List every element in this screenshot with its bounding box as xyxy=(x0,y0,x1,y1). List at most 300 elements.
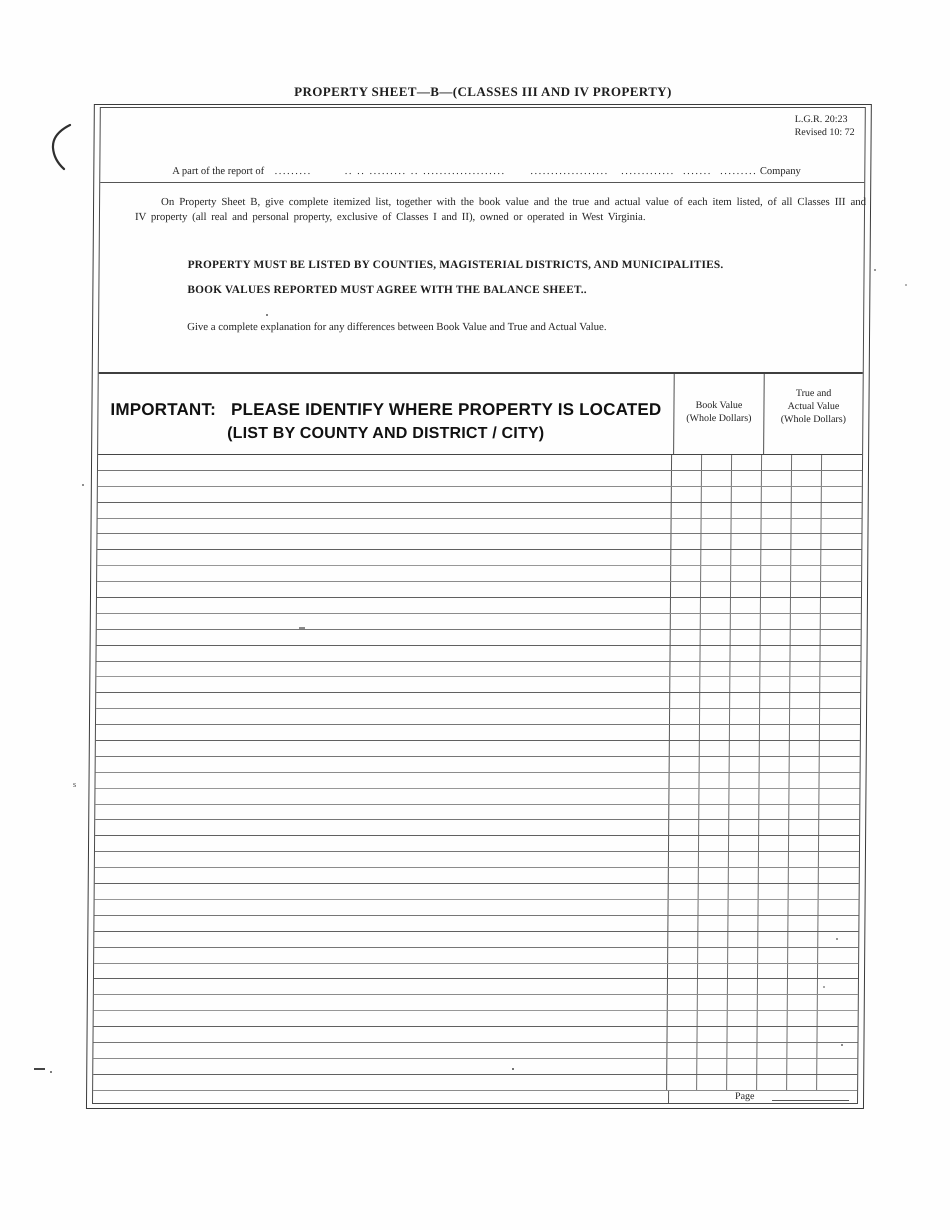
book-value-subcell xyxy=(671,582,701,597)
true-actual-subcell xyxy=(790,741,820,756)
footer-page-cell xyxy=(669,1091,857,1103)
book-value-subcell xyxy=(700,709,730,724)
form-head-strip xyxy=(100,108,865,183)
table-row xyxy=(97,614,861,630)
book-value-subcell xyxy=(729,820,759,835)
book-value-subcell xyxy=(728,1011,758,1026)
true-actual-subcell xyxy=(788,964,818,979)
table-row xyxy=(95,836,859,852)
true-actual-subcell xyxy=(791,598,821,613)
true-actual-subcell xyxy=(788,948,818,963)
book-value-subcell xyxy=(669,884,699,899)
true-actual-subcell xyxy=(760,789,790,804)
table-row xyxy=(97,598,861,614)
table-row xyxy=(98,503,862,519)
book-value-subcell xyxy=(670,789,700,804)
table-row xyxy=(93,1027,857,1043)
report-of-prefix: A part of the report of xyxy=(172,166,265,177)
true-actual-subcell xyxy=(762,471,792,486)
row-location-cell xyxy=(97,566,672,581)
true-actual-subcell xyxy=(792,534,822,549)
report-of-line xyxy=(172,166,801,177)
row-location-cell xyxy=(94,900,669,915)
book-value-subcell xyxy=(728,1027,758,1042)
book-value-subcell xyxy=(731,598,761,613)
true-actual-subcell xyxy=(822,503,862,518)
book-value-subcell xyxy=(728,979,758,994)
row-location-cell xyxy=(94,948,669,963)
location-column-header xyxy=(98,374,675,454)
book-value-subcell xyxy=(668,1059,698,1074)
true-actual-subcell xyxy=(820,693,860,708)
book-value-subcell xyxy=(668,964,698,979)
true-actual-subcell xyxy=(759,805,789,820)
true-actual-subcell xyxy=(788,932,818,947)
row-location-cell xyxy=(93,1043,668,1058)
table-row xyxy=(93,1059,857,1075)
book-value-subcell xyxy=(670,741,700,756)
table-header-row xyxy=(98,374,863,455)
book-value-subcell xyxy=(671,662,701,677)
book-value-subcell xyxy=(701,582,731,597)
true-actual-subcell xyxy=(821,646,861,661)
true-actual-subcell xyxy=(822,519,862,534)
true-actual-subcell xyxy=(791,614,821,629)
true-actual-subcell xyxy=(820,662,860,677)
book-value-subcell xyxy=(728,1059,758,1074)
book-value-subcell xyxy=(672,519,702,534)
true-actual-subcell xyxy=(761,582,791,597)
true-actual-subcell xyxy=(820,757,860,772)
book-value-subcell xyxy=(671,677,701,692)
book-value-subcell xyxy=(672,503,702,518)
book-value-subcell xyxy=(668,1011,698,1026)
book-value-subcell xyxy=(671,693,701,708)
true-actual-subcell xyxy=(759,820,789,835)
book-value-subcell xyxy=(730,789,760,804)
true-actual-subcell xyxy=(761,630,791,645)
book-value-subcell xyxy=(729,884,759,899)
book-value-subcell xyxy=(729,852,759,867)
table-row xyxy=(96,741,860,757)
true-actual-subcell xyxy=(791,646,821,661)
book-value-subcell xyxy=(730,805,760,820)
true-actual-subcell xyxy=(761,662,791,677)
true-actual-subcell xyxy=(819,789,859,804)
important-label: IMPORTANT: xyxy=(110,399,217,419)
book-value-subcell xyxy=(731,582,761,597)
book-value-subcell xyxy=(671,598,701,613)
book-value-subcell xyxy=(699,852,729,867)
true-actual-subcell xyxy=(820,677,860,692)
book-value-subcell xyxy=(702,503,732,518)
location-header-line1: IMPORTANT: PLEASE IDENTIFY WHERE PROPERTY IS LOCATED xyxy=(110,399,662,419)
row-location-cell xyxy=(94,964,669,979)
true-actual-subcell xyxy=(758,1043,788,1058)
row-location-cell xyxy=(95,789,670,804)
row-location-cell xyxy=(97,534,672,549)
book-value-subcell xyxy=(668,979,698,994)
book-value-subcell xyxy=(732,455,762,470)
table-row xyxy=(97,566,861,582)
row-location-cell xyxy=(98,487,673,502)
true-actual-subcell xyxy=(792,519,822,534)
true-actual-subcell xyxy=(818,979,858,994)
book-value-subcell xyxy=(730,725,760,740)
book-value-subcell xyxy=(732,471,762,486)
true-actual-subcell xyxy=(821,534,861,549)
book-value-subcell xyxy=(670,773,700,788)
true-actual-subcell xyxy=(789,820,819,835)
book-value-subcell xyxy=(732,519,762,534)
row-location-cell xyxy=(95,773,670,788)
row-location-cell xyxy=(95,868,670,883)
form-reference-number: L.G.R. 20:23 xyxy=(794,114,848,125)
true-actual-subcell xyxy=(787,1059,817,1074)
true-actual-subcell xyxy=(791,662,821,677)
page-title: PROPERTY SHEET—B—(CLASSES III AND IV PROPERTY) xyxy=(294,84,672,99)
table-row xyxy=(95,773,859,789)
true-actual-subcell xyxy=(820,773,860,788)
page-number-blank xyxy=(772,1100,849,1101)
true-actual-subcell xyxy=(790,773,820,788)
book-value-subcell xyxy=(729,900,759,915)
scan-speck xyxy=(82,484,84,486)
row-location-cell xyxy=(95,836,670,851)
row-location-cell xyxy=(98,471,673,486)
true-actual-subcell xyxy=(821,630,861,645)
instructions-paragraph: On Property Sheet B, give complete itemized list, together with the book value and the true and actual value of each item listed, of all Classes III and IV property (all real and personal property, exclusive of Classes I and II), owned or operated in West Virginia. xyxy=(134,196,867,223)
book-value-subcell xyxy=(701,614,731,629)
true-actual-subcell xyxy=(758,1011,788,1026)
book-value-subcell xyxy=(731,566,761,581)
book-value-subcell xyxy=(698,995,728,1010)
true-actual-subcell xyxy=(817,1059,857,1074)
book-value-subcell xyxy=(669,948,699,963)
table-row xyxy=(94,995,858,1011)
true-actual-subcell xyxy=(819,868,859,883)
book-value-subcell xyxy=(731,630,761,645)
true-actual-subcell xyxy=(822,487,862,502)
instructions-section xyxy=(99,183,865,374)
true-actual-subcell xyxy=(761,646,791,661)
row-location-cell xyxy=(94,979,669,994)
table-row xyxy=(97,582,861,598)
book-value-subcell xyxy=(702,550,732,565)
true-actual-subcell xyxy=(791,566,821,581)
book-value-subcell xyxy=(731,662,761,677)
true-actual-subcell xyxy=(789,805,819,820)
true-actual-subcell xyxy=(818,916,858,931)
table-row xyxy=(96,646,860,662)
true-actual-subcell xyxy=(762,503,792,518)
report-of-blank-line: ......... .. .. ......... .. .................... ................... ............. ....... ......... xyxy=(274,166,758,177)
book-value-subcell xyxy=(672,487,702,502)
book-value-subcell xyxy=(702,519,732,534)
true-actual-subcell xyxy=(789,836,819,851)
true-actual-subcell xyxy=(759,836,789,851)
true-actual-subcell xyxy=(818,932,858,947)
row-location-cell xyxy=(93,1059,668,1074)
instruction-note-differences: Give a complete explanation for any differences between Book Value and True and Actual Value. xyxy=(187,321,607,333)
row-location-cell xyxy=(98,503,673,518)
row-location-cell xyxy=(96,677,671,692)
scan-speck: s xyxy=(73,780,77,789)
true-actual-subcell xyxy=(758,995,788,1010)
table-row xyxy=(94,979,858,995)
table-row xyxy=(96,693,860,709)
true-actual-subcell xyxy=(790,693,820,708)
row-location-cell xyxy=(97,614,672,629)
book-value-subcell xyxy=(699,836,729,851)
book-value-subcell xyxy=(668,1075,698,1090)
table-row xyxy=(95,820,859,836)
table-row xyxy=(95,805,859,821)
book-value-subcell xyxy=(670,709,700,724)
book-value-subcell xyxy=(732,534,762,549)
row-location-cell xyxy=(97,630,672,645)
book-value-subcell xyxy=(698,979,728,994)
true-actual-subcell xyxy=(762,455,792,470)
true-actual-subcell xyxy=(821,598,861,613)
table-row xyxy=(94,1011,858,1027)
true-actual-subcell xyxy=(790,757,820,772)
true-actual-subcell xyxy=(788,1027,818,1042)
book-value-subcell xyxy=(669,868,699,883)
true-actual-subcell xyxy=(818,995,858,1010)
row-location-cell xyxy=(94,1011,669,1026)
true-actual-subcell xyxy=(819,836,859,851)
book-value-subcell xyxy=(700,805,730,820)
true-actual-subcell xyxy=(757,1059,787,1074)
book-value-subcell xyxy=(728,995,758,1010)
true-actual-subcell xyxy=(819,852,859,867)
true-actual-subcell xyxy=(790,677,820,692)
row-location-cell xyxy=(94,932,669,947)
book-value-subcell xyxy=(699,884,729,899)
book-value-subcell xyxy=(698,1059,728,1074)
book-value-subcell xyxy=(671,646,701,661)
instruction-rule-book-values: BOOK VALUES REPORTED MUST AGREE WITH THE BALANCE SHEET.. xyxy=(187,284,587,296)
book-value-subcell xyxy=(668,1027,698,1042)
table-row xyxy=(94,932,858,948)
book-value-subcell xyxy=(669,836,699,851)
row-location-cell xyxy=(93,1027,668,1042)
row-location-cell xyxy=(96,662,671,677)
true-actual-subcell xyxy=(790,789,820,804)
true-actual-subcell xyxy=(757,1075,787,1090)
book-value-subcell xyxy=(729,932,759,947)
true-actual-subcell xyxy=(792,455,822,470)
book-value-subcell xyxy=(701,630,731,645)
form-reference xyxy=(795,114,855,139)
book-value-subcell xyxy=(729,916,759,931)
true-actual-subcell xyxy=(760,677,790,692)
true-actual-subcell xyxy=(758,979,788,994)
table-row xyxy=(96,725,860,741)
true-actual-subcell xyxy=(758,932,788,947)
book-value-subcell xyxy=(671,614,701,629)
book-value-subcell xyxy=(672,550,702,565)
true-actual-subcell xyxy=(761,614,791,629)
true-actual-subcell xyxy=(760,725,790,740)
table-body xyxy=(93,455,862,1091)
form-outer-border xyxy=(86,104,872,1109)
book-value-subcell xyxy=(670,757,700,772)
scan-speck xyxy=(874,269,876,271)
book-value-subcell xyxy=(730,741,760,756)
footer-left-cell xyxy=(93,1091,669,1103)
true-actual-subcell xyxy=(791,582,821,597)
book-value-subcell xyxy=(669,900,699,915)
true-actual-subcell xyxy=(818,1027,858,1042)
true-actual-subcell xyxy=(789,868,819,883)
book-value-subcell xyxy=(671,630,701,645)
true-actual-subcell xyxy=(818,948,858,963)
table-row xyxy=(97,630,861,646)
book-value-subcell xyxy=(698,1043,728,1058)
true-actual-subcell xyxy=(762,519,792,534)
book-value-subcell xyxy=(732,503,762,518)
true-actual-subcell xyxy=(761,550,791,565)
book-value-subcell xyxy=(731,614,761,629)
true-actual-subcell xyxy=(761,598,791,613)
true-actual-subcell xyxy=(790,709,820,724)
table-row xyxy=(98,455,862,471)
book-value-subcell xyxy=(728,964,758,979)
book-value-subcell xyxy=(672,455,702,470)
book-value-subcell xyxy=(699,948,729,963)
true-actual-subcell xyxy=(820,709,860,724)
table-row xyxy=(98,487,862,503)
property-sheet-form xyxy=(86,85,872,1109)
true-actual-subcell xyxy=(819,820,859,835)
book-value-subcell xyxy=(702,455,732,470)
table-row xyxy=(95,789,859,805)
table-row xyxy=(93,1075,857,1091)
book-value-subcell xyxy=(729,836,759,851)
true-actual-subcell xyxy=(822,471,862,486)
row-location-cell xyxy=(95,852,670,867)
book-value-subcell xyxy=(672,534,702,549)
true-actual-subcell xyxy=(760,693,790,708)
row-location-cell xyxy=(96,693,671,708)
true-actual-subcell xyxy=(761,566,791,581)
book-value-subcell xyxy=(729,868,759,883)
true-actual-subcell xyxy=(818,964,858,979)
true-actual-subcell xyxy=(821,550,861,565)
true-actual-subcell xyxy=(791,630,821,645)
true-actual-subcell xyxy=(789,884,819,899)
true-actual-subcell xyxy=(788,979,818,994)
book-value-subcell xyxy=(672,471,702,486)
book-value-subcell xyxy=(702,471,732,486)
table-row xyxy=(97,550,861,566)
row-location-cell xyxy=(96,741,671,756)
book-value-subcell xyxy=(701,693,731,708)
book-value-subcell xyxy=(669,916,699,931)
book-value-subcell xyxy=(727,1075,757,1090)
book-value-subcell xyxy=(698,1011,728,1026)
book-value-subcell xyxy=(699,932,729,947)
true-actual-subcell xyxy=(759,900,789,915)
true-actual-subcell xyxy=(792,503,822,518)
row-location-cell xyxy=(94,995,669,1010)
table-row xyxy=(96,662,860,678)
true-actual-subcell xyxy=(788,1011,818,1026)
book-value-subcell xyxy=(731,646,761,661)
form-inner-border xyxy=(92,107,866,1104)
book-value-subcell xyxy=(698,1075,728,1090)
location-header-line2: (LIST BY COUNTY AND DISTRICT / CITY) xyxy=(227,424,545,442)
book-value-subcell xyxy=(702,487,732,502)
book-value-subcell xyxy=(699,868,729,883)
true-actual-subcell xyxy=(758,1027,788,1042)
true-actual-subcell xyxy=(760,741,790,756)
true-actual-subcell xyxy=(822,455,862,470)
table-row xyxy=(96,677,860,693)
true-actual-subcell xyxy=(760,773,790,788)
true-actual-subcell xyxy=(819,805,859,820)
table-footer-strip xyxy=(93,1091,857,1103)
book-value-subcell xyxy=(731,677,761,692)
true-actual-subcell xyxy=(821,566,861,581)
true-actual-subcell xyxy=(792,471,822,486)
true-actual-subcell xyxy=(759,852,789,867)
book-value-subcell xyxy=(698,1027,728,1042)
book-value-subcell xyxy=(728,948,758,963)
table-row xyxy=(93,1043,857,1059)
scan-speck xyxy=(34,1068,45,1070)
row-location-cell xyxy=(96,646,671,661)
row-location-cell xyxy=(97,550,672,565)
true-actual-subcell xyxy=(789,916,819,931)
book-value-subcell xyxy=(702,566,732,581)
book-value-subcell xyxy=(670,805,700,820)
book-value-subcell xyxy=(700,757,730,772)
handwritten-paren-mark xyxy=(46,122,76,172)
table-row xyxy=(94,964,858,980)
true-actual-subcell xyxy=(819,884,859,899)
row-location-cell xyxy=(96,757,671,772)
true-actual-subcell xyxy=(759,916,789,931)
table-row xyxy=(97,534,861,550)
true-actual-subcell xyxy=(791,550,821,565)
book-value-subcell xyxy=(670,725,700,740)
row-location-cell xyxy=(95,805,670,820)
book-value-subcell xyxy=(732,487,762,502)
book-value-subcell xyxy=(699,916,729,931)
true-actual-subcell xyxy=(760,757,790,772)
table-row xyxy=(95,884,859,900)
book-value-subcell xyxy=(699,900,729,915)
true-actual-subcell xyxy=(762,487,792,502)
table-row xyxy=(94,948,858,964)
row-location-cell xyxy=(97,582,672,597)
book-value-subcell xyxy=(730,693,760,708)
true-actual-value-column-header: True and Actual Value (Whole Dollars) xyxy=(780,388,847,425)
true-actual-subcell xyxy=(762,534,792,549)
form-revision-date: Revised 10: 72 xyxy=(794,126,855,138)
book-value-subcell xyxy=(700,820,730,835)
book-value-subcell xyxy=(700,725,730,740)
book-value-subcell xyxy=(730,773,760,788)
true-actual-subcell xyxy=(792,487,822,502)
book-value-subcell xyxy=(700,773,730,788)
row-location-cell xyxy=(95,820,670,835)
row-location-cell xyxy=(94,916,669,931)
true-actual-subcell xyxy=(820,741,860,756)
